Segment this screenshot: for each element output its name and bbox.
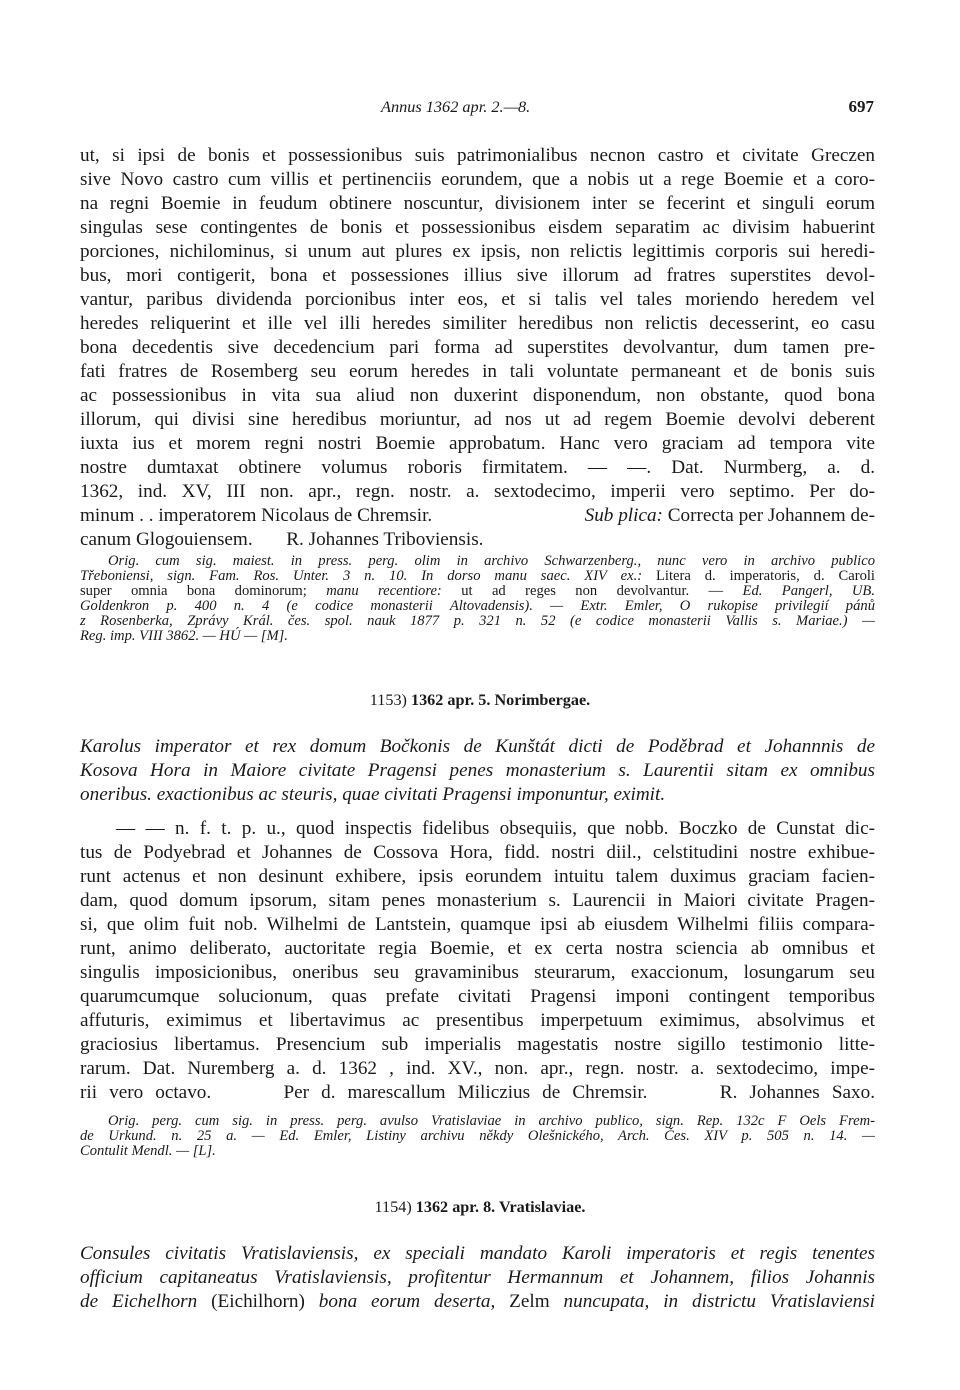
text-fragment: manu recentiore: [326, 583, 442, 599]
note-line: Reg. imp. VIII 3862. — HÚ — [M]. [80, 628, 288, 644]
note-line: de Urkund. n. 25 a. — Ed. Emler, Listiny archivu někdy Olešnického, Arch. Čes. XIV p. 505 n. 14. — [80, 1128, 875, 1144]
text-line: dam, quod domum ipsorum, sitam penes monasterium s. Laurencii in Maiori civitate Pragen- [80, 890, 875, 911]
text-line: singulas sese contingentes de bonis et possessionibus eisdem separatim ac divisim habuerint [80, 217, 875, 238]
summary-line: oneribus. exactionibus ac steuris, quae civitati Pragensi imponuntur, eximit. [80, 784, 666, 805]
text-line: vantur, paribus dividenda porcionibus inter eos, et si talis vel tales moriendo heredem vel [80, 289, 875, 310]
text-line: bona decedentis sive decedencium pari forma ad superstites devolvantur, dum tamen pre- [80, 337, 875, 358]
text-line: quarumcumque solucionum, quas prefate civitati Pragensi imponi contingent temporibus [80, 986, 875, 1007]
text-fragment: Třeboniensi, sign. Fam. Ros. Unter. 3 n. 10. In dorso manu saec. XIV ex.: [80, 568, 656, 584]
text-line: porciones, nichilominus, si unum aut plures ex ipsis, non relictis legittimis corporis sui heredi- [80, 241, 875, 262]
note-line: Goldenkron p. 400 n. 4 (e codice monasterii Altovadensis). — Extr. Emler, O rukopise privilegií pánů [80, 598, 875, 614]
summary-line: Consules civitatis Vratislaviensis, ex speciali mandato Karoli imperatoris et regis tenentes [80, 1243, 875, 1264]
document-number: 1153) [369, 691, 407, 709]
note-line: z Rosenberka, Zprávy Král. čes. spol. nauk 1877 p. 321 n. 52 (e codice monasterii Vallis s. Mariae.) — [80, 613, 875, 629]
text-line: graciosius libertamus. Presencium sub imperialis magestatis nostre sigillo testimonio litte- [80, 1034, 875, 1055]
summary-line [80, 1290, 875, 1314]
document-heading [0, 1197, 960, 1217]
text-fragment: nuncupata, in districtu Vratislaviensi [563, 1291, 876, 1312]
text-line: affuturis, eximimus et libertavimus ac presentibus imperpetuum eximimus, absolvimus et [80, 1010, 875, 1031]
text-line: — — n. f. t. p. u., quod inspectis fidelibus obsequiis, que nobb. Boczko de Cunstat dic- [116, 818, 875, 839]
text-line: ut, si ipsi de bonis et possessionibus suis patrimonialibus necnon castro et civitate Greczen [80, 145, 875, 166]
text-line: heredes reliquerint et ille vel illi heredes similiter heredibus non relictis decesserint, eo casu [80, 313, 875, 334]
note-line: Orig. perg. cum sig. in press. perg. avulso Vratislaviae in archivo publico, sign. Rep. 132c F Oels Frem- [108, 1113, 875, 1129]
text-line: fati fratres de Rosemberg seu eorum heredes in tali voluntate permaneant et de bonis suis [80, 361, 875, 382]
text-line: rarum. Dat. Nuremberg a. d. 1362 , ind. XV., non. apr., regn. nostr. a. sextodecimo, impe- [80, 1058, 875, 1079]
text-line: 1362, ind. XV, III non. apr., regn. nostr. a. sextodecimo, imperii vero septimo. Per do- [80, 481, 875, 502]
text-line: iuxta ius et morem regni nostri Boemie approbatum. Hanc vero graciam ad tempora vite [80, 433, 875, 454]
text-fragment: (Eichilhorn) [197, 1291, 319, 1312]
text-fragment: Litera d. imperatoris, d. Caroli [656, 568, 875, 584]
text-line: tus de Podyebrad et Johannes de Cossova Hora, fidd. nostri diil., celstitudini nostre exhibue- [80, 842, 875, 863]
text-line: illorum, qui divisi sine heredibus moriuntur, ad nos ut ad regem Boemie devolvi deberent [80, 409, 875, 430]
text-fragment: Ed. Pangerl, UB. [742, 583, 875, 599]
document-number: 1154) [374, 1198, 412, 1216]
note-line [80, 569, 875, 584]
text-fragment: Correcta per Johannem de- [667, 505, 875, 526]
sub-plica-label: Sub plica: [584, 505, 663, 526]
text-fragment: bona eorum deserta, [318, 1291, 496, 1312]
text-line: rii vero octavo. Per d. marescallum Miliczius de Chremsir. R. Johannes Saxo. [80, 1082, 875, 1103]
document-date-place: 1362 apr. 8. Vratislaviae. [415, 1198, 586, 1216]
note-line: Contulit Mendl. — [L]. [80, 1143, 216, 1159]
running-head-title: Annus 1362 apr. 2.—8. [381, 97, 531, 116]
document-heading [0, 690, 960, 710]
text-line: na regni Boemie in feudum obtinere noscuntur, divisionem inter se fecerint et singuli eorum [80, 193, 875, 214]
text-fragment: ut ad reges non devolvantur. — [441, 583, 743, 599]
text-line: ac possessionibus in vita sua aliud non duxerint disponendum, non obstante, quod bona [80, 385, 875, 406]
text-line: singulis imposicionibus, oneribus seu gravaminibus steurarum, exaccionum, losungarum seu [80, 962, 875, 983]
summary-line: Karolus imperator et rex domum Bočkonis de Kunštát dicti de Poděbrad et Johannnis de [80, 736, 875, 757]
text-fragment: minum . . imperatorem Nicolaus de Chremsir. [80, 505, 433, 526]
text-fragment: super omnia bona dominorum; [80, 583, 327, 599]
text-line [80, 504, 875, 528]
note-line: Orig. cum sig. maiest. in press. perg. olim in archivo Schwarzenberg., nunc vero in archivo publico [108, 553, 875, 569]
text-line: runt, animo deliberato, auctoritate regia Boemie, et ex certa nostra sciencia ab omnibus et [80, 938, 875, 959]
text-fragment: de Eichelhorn [80, 1291, 198, 1312]
text-line: nostre dumtaxat obtinere volumus roboris firmitatem. — —. Dat. Nurmberg, a. d. [80, 457, 875, 478]
page-number: 697 [848, 97, 874, 116]
text-line: bus, mori contigerit, bona et possessiones illius sive illorum ad fratres superstites devol- [80, 265, 875, 286]
note-line [80, 584, 875, 599]
text-line: sive Novo castro cum villis et pertinenciis eorundem, que a nobis ut a rege Boemie et a coro- [80, 169, 875, 190]
text-line: si, que olim fuit nob. Wilhelmi de Lantstein, quamque ipsi ab eiusdem Wilhelmi filiis compara- [80, 914, 875, 935]
text-line: canum Glogouiensem. R. Johannes Triboviensis. [80, 529, 484, 550]
summary-line: Kosova Hora in Maiore civitate Pragensi penes monasterium s. Laurentii sitam ex omnibus [80, 760, 875, 781]
summary-line: officium capitaneatus Vratislaviensis, profitentur Hermannum et Johannem, filios Johannis [80, 1267, 875, 1288]
document-date-place: 1362 apr. 5. Norimbergae. [410, 691, 591, 709]
text-fragment: Zelm [495, 1291, 564, 1312]
text-line: runt actenus et non desinunt exhibere, ipsis eorundem intuitu talem duximus graciam facien- [80, 866, 875, 887]
text-fragment [585, 504, 875, 528]
